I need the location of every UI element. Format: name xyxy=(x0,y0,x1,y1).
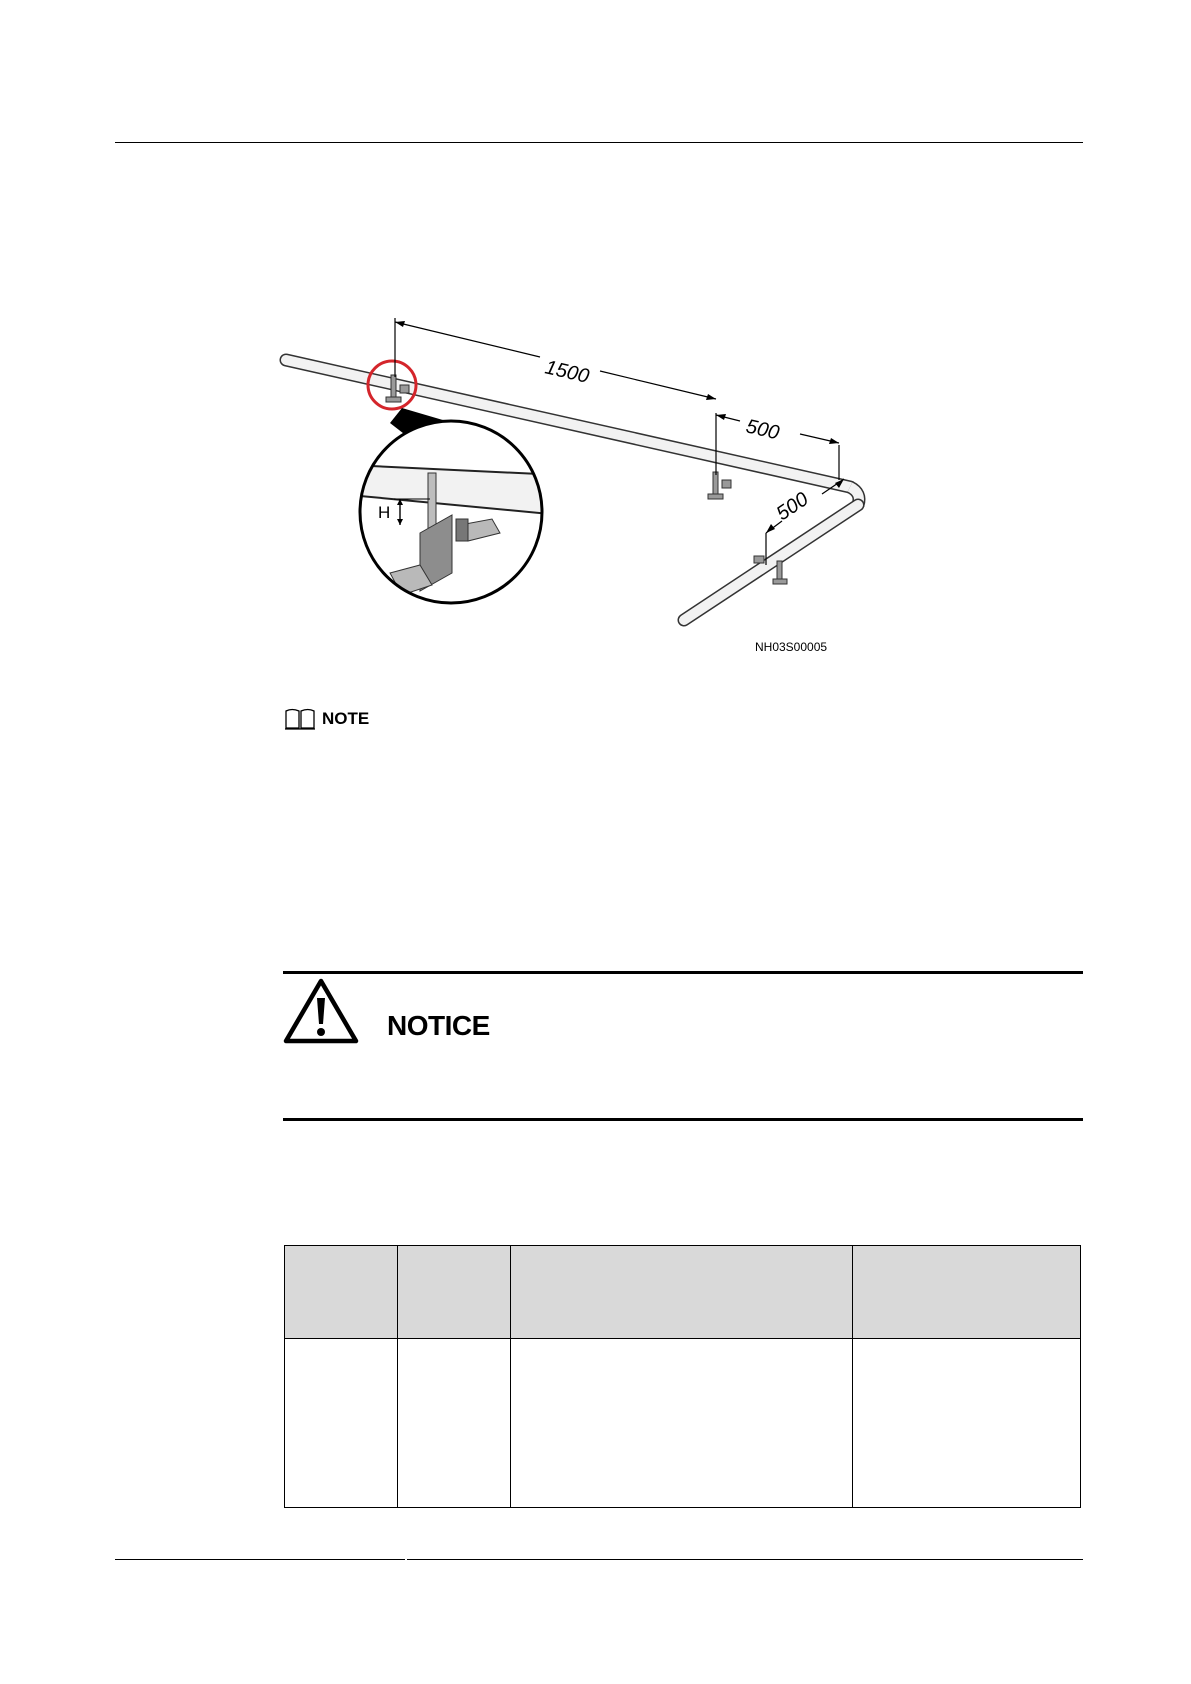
book-icon xyxy=(284,708,316,730)
bracket-2 xyxy=(708,472,731,499)
table-header-cell xyxy=(511,1246,853,1339)
dimension-label-500-upper: 500 xyxy=(743,415,782,445)
notice-top-rule xyxy=(283,971,1083,974)
figure-id-label: NH03S00005 xyxy=(755,640,828,654)
detail-h-label: H xyxy=(378,503,391,522)
dimension-label-500-lower: 500 xyxy=(772,488,813,526)
warning-triangle-icon xyxy=(283,978,359,1044)
header-rule xyxy=(115,142,1083,143)
dimension-1500 xyxy=(395,321,716,400)
table-header-row xyxy=(285,1246,1081,1339)
note-label: NOTE xyxy=(322,709,370,728)
notice-bottom-rule xyxy=(283,1118,1083,1121)
table-cell xyxy=(398,1339,511,1508)
table-cell xyxy=(285,1339,398,1508)
table-header-cell xyxy=(398,1246,511,1339)
data-table xyxy=(284,1245,1081,1508)
pipe-lower xyxy=(684,505,858,620)
table-cell xyxy=(853,1339,1081,1508)
table-cell xyxy=(511,1339,853,1508)
footer-rule-right xyxy=(407,1559,1083,1560)
dimension-label-1500: 1500 xyxy=(542,356,592,388)
pipe-installation-figure xyxy=(270,315,870,660)
table-header-cell xyxy=(285,1246,398,1339)
table-header-cell xyxy=(853,1246,1081,1339)
notice-label: NOTICE xyxy=(387,1010,490,1041)
note-heading xyxy=(284,708,369,730)
table-row xyxy=(285,1339,1081,1508)
footer-rule-left xyxy=(115,1559,405,1560)
dimension-500-upper xyxy=(716,414,839,444)
